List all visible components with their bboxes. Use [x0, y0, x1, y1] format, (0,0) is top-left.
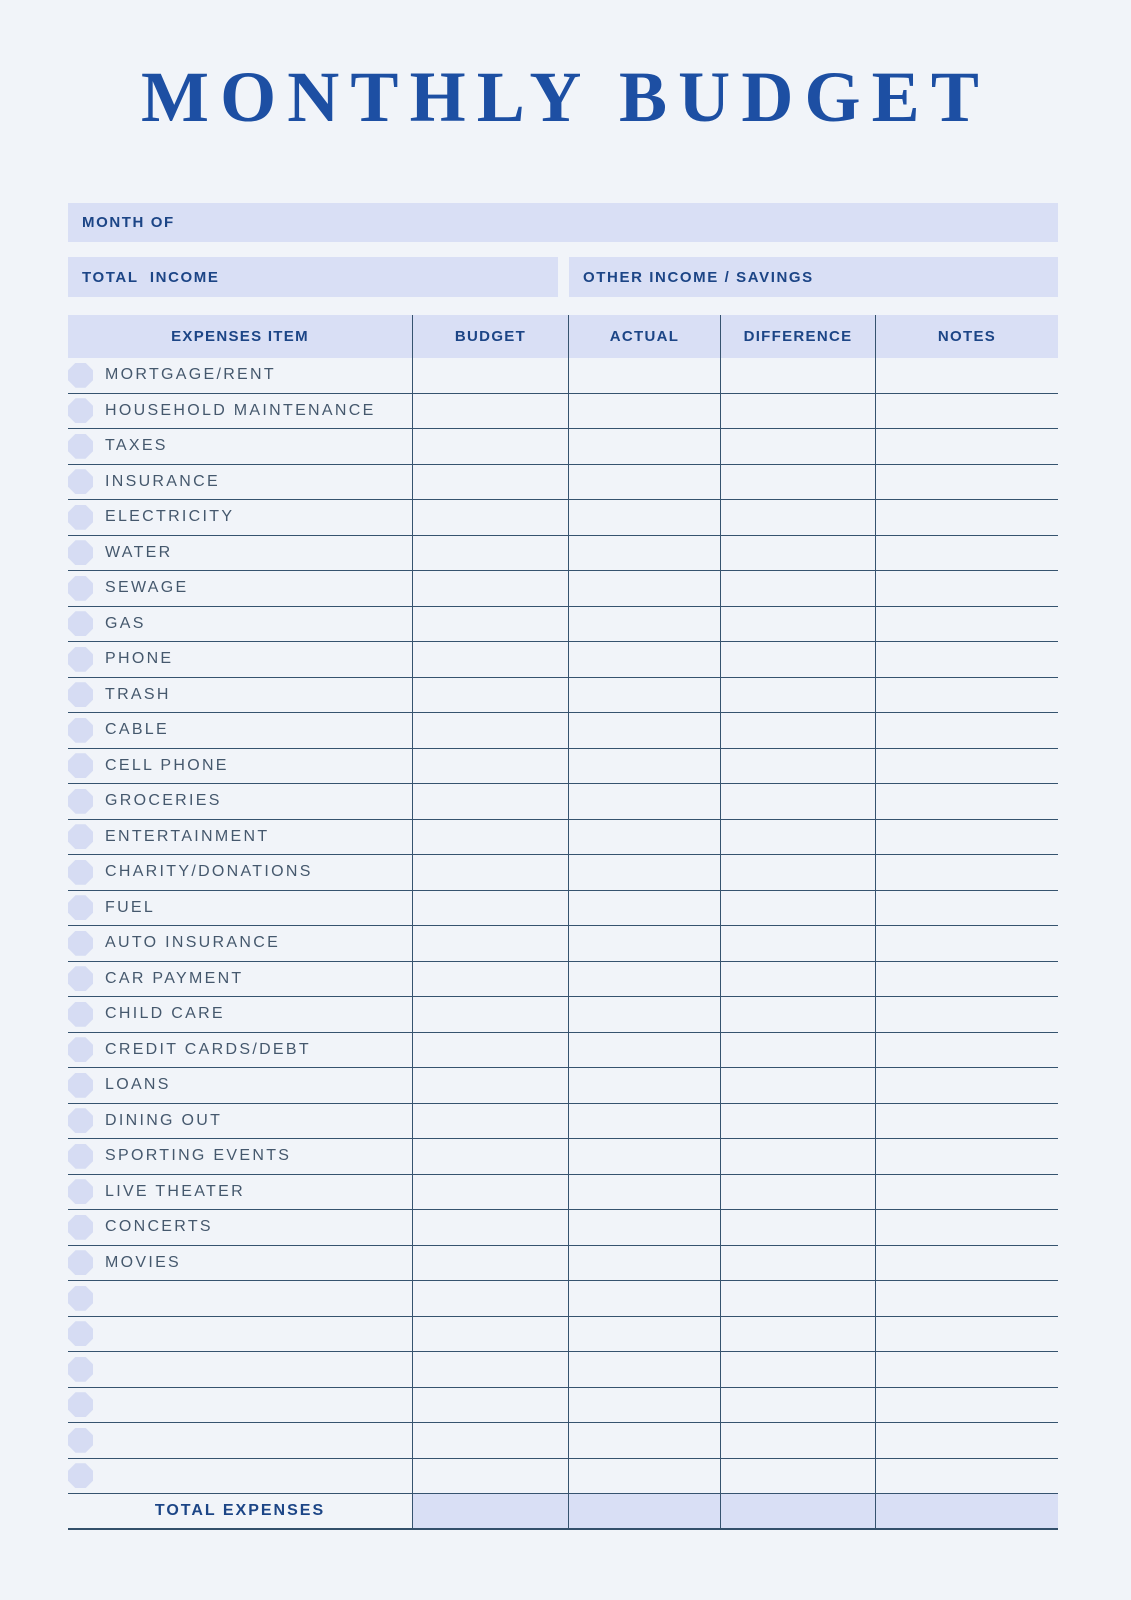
notes-cell[interactable] — [875, 1210, 1058, 1245]
difference-cell[interactable] — [720, 465, 875, 500]
difference-cell[interactable] — [720, 607, 875, 642]
actual-cell[interactable] — [568, 358, 720, 393]
table-row — [68, 1352, 1058, 1388]
expense-item-cell — [68, 1139, 412, 1174]
bullet-octagon-icon — [68, 860, 93, 885]
total-expenses-label: TOTAL EXPENSES — [154, 1502, 326, 1519]
difference-cell[interactable] — [720, 1459, 875, 1494]
table-row — [68, 500, 1058, 536]
bullet-octagon-icon — [68, 1463, 93, 1488]
expense-item-label: LOANS — [105, 1076, 171, 1094]
header-difference: DIFFERENCE — [720, 315, 875, 358]
actual-cell[interactable] — [568, 749, 720, 784]
budget-cell[interactable] — [412, 749, 568, 784]
budget-cell[interactable] — [412, 1352, 568, 1387]
difference-cell[interactable] — [720, 1352, 875, 1387]
budget-cell[interactable] — [412, 500, 568, 535]
table-row — [68, 1139, 1058, 1175]
bullet-octagon-icon — [68, 1108, 93, 1133]
expense-item-cell — [68, 820, 412, 855]
header-budget: BUDGET — [412, 315, 568, 358]
difference-cell[interactable] — [720, 1388, 875, 1423]
bullet-octagon-icon — [68, 682, 93, 707]
difference-cell[interactable] — [720, 358, 875, 393]
expense-item-label: CREDIT CARDS/DEBT — [105, 1040, 311, 1058]
expense-item-label: WATER — [105, 543, 173, 561]
expense-item-cell — [68, 997, 412, 1032]
expense-item-cell — [68, 1068, 412, 1103]
budget-cell[interactable] — [412, 1459, 568, 1494]
expense-item-label: INSURANCE — [105, 472, 220, 490]
bullet-octagon-icon — [68, 1321, 93, 1346]
budget-cell[interactable] — [412, 855, 568, 890]
total-actual-cell[interactable] — [568, 1494, 720, 1528]
budget-cell[interactable] — [412, 1317, 568, 1352]
table-row — [68, 1210, 1058, 1246]
bullet-octagon-icon — [68, 1179, 93, 1204]
budget-cell[interactable] — [412, 1175, 568, 1210]
header-actual: ACTUAL — [568, 315, 720, 358]
notes-cell[interactable] — [875, 997, 1058, 1032]
table-row — [68, 962, 1058, 998]
difference-cell[interactable] — [720, 1033, 875, 1068]
budget-cell[interactable] — [412, 1423, 568, 1458]
notes-cell[interactable] — [875, 1104, 1058, 1139]
budget-cell[interactable] — [412, 536, 568, 571]
expense-item-label: PHONE — [105, 650, 174, 668]
notes-cell[interactable] — [875, 1281, 1058, 1316]
bullet-octagon-icon — [68, 1392, 93, 1417]
expense-item-cell — [68, 891, 412, 926]
expense-item-cell — [68, 678, 412, 713]
difference-cell[interactable] — [720, 855, 875, 890]
expense-item-cell — [68, 394, 412, 429]
actual-cell[interactable] — [568, 1139, 720, 1174]
bullet-octagon-icon — [68, 789, 93, 814]
expense-item-label: MOVIES — [105, 1253, 182, 1271]
expense-item-cell[interactable] — [68, 1388, 412, 1423]
month-of-label: MONTH OF — [82, 214, 175, 231]
expense-item-cell — [68, 1210, 412, 1245]
difference-cell[interactable] — [720, 1246, 875, 1281]
header-notes: NOTES — [875, 315, 1058, 358]
budget-cell[interactable] — [412, 571, 568, 606]
difference-cell[interactable] — [720, 784, 875, 819]
actual-cell[interactable] — [568, 1459, 720, 1494]
expense-item-label: CAR PAYMENT — [105, 969, 244, 987]
total-budget-cell[interactable] — [412, 1494, 568, 1528]
bullet-octagon-icon — [68, 1357, 93, 1382]
actual-cell[interactable] — [568, 1104, 720, 1139]
bullet-octagon-icon — [68, 718, 93, 743]
table-row — [68, 1033, 1058, 1069]
actual-cell[interactable] — [568, 784, 720, 819]
expense-item-label: TAXES — [105, 437, 168, 455]
actual-cell[interactable] — [568, 962, 720, 997]
difference-cell[interactable] — [720, 1423, 875, 1458]
actual-cell[interactable] — [568, 1352, 720, 1387]
actual-cell[interactable] — [568, 1210, 720, 1245]
expense-item-cell — [68, 926, 412, 961]
expenses-table — [68, 315, 1058, 1530]
difference-cell[interactable] — [720, 678, 875, 713]
table-row — [68, 678, 1058, 714]
difference-cell[interactable] — [720, 820, 875, 855]
actual-cell[interactable] — [568, 997, 720, 1032]
bullet-octagon-icon — [68, 753, 93, 778]
expense-item-label: CABLE — [105, 721, 169, 739]
notes-cell[interactable] — [875, 571, 1058, 606]
notes-cell[interactable] — [875, 358, 1058, 393]
table-row — [68, 784, 1058, 820]
notes-cell[interactable] — [875, 1388, 1058, 1423]
actual-cell[interactable] — [568, 465, 720, 500]
expense-item-label: CHILD CARE — [105, 1005, 225, 1023]
table-row — [68, 997, 1058, 1033]
notes-cell[interactable] — [875, 1246, 1058, 1281]
expense-item-cell[interactable] — [68, 1423, 412, 1458]
table-row — [68, 749, 1058, 785]
table-row — [68, 1175, 1058, 1211]
expense-item-label: TRASH — [105, 685, 171, 703]
actual-cell[interactable] — [568, 855, 720, 890]
actual-cell[interactable] — [568, 1388, 720, 1423]
actual-cell[interactable] — [568, 500, 720, 535]
page-title: MONTHLY BUDGET — [140, 57, 991, 137]
expense-item-cell — [68, 784, 412, 819]
budget-cell[interactable] — [412, 997, 568, 1032]
budget-cell[interactable] — [412, 1210, 568, 1245]
table-row — [68, 429, 1058, 465]
expense-item-cell — [68, 429, 412, 464]
actual-cell[interactable] — [568, 1246, 720, 1281]
bullet-octagon-icon — [68, 1002, 93, 1027]
budget-cell[interactable] — [412, 820, 568, 855]
difference-cell[interactable] — [720, 1068, 875, 1103]
income-section — [68, 257, 1058, 297]
total-income-label: TOTAL INCOME — [82, 268, 220, 286]
notes-cell[interactable] — [875, 500, 1058, 535]
total-expenses-row — [68, 1494, 1058, 1530]
bullet-octagon-icon — [68, 469, 93, 494]
bullet-octagon-icon — [68, 1144, 93, 1169]
expense-item-label: SPORTING EVENTS — [105, 1147, 292, 1165]
expense-item-cell — [68, 642, 412, 677]
notes-cell[interactable] — [875, 1068, 1058, 1103]
notes-cell[interactable] — [875, 891, 1058, 926]
budget-cell[interactable] — [412, 465, 568, 500]
bullet-octagon-icon — [68, 1428, 93, 1453]
notes-cell[interactable] — [875, 1423, 1058, 1458]
notes-cell[interactable] — [875, 607, 1058, 642]
actual-cell[interactable] — [568, 891, 720, 926]
expense-item-cell — [68, 962, 412, 997]
table-row — [68, 571, 1058, 607]
table-row — [68, 1281, 1058, 1317]
bullet-octagon-icon — [68, 398, 93, 423]
actual-cell[interactable] — [568, 1068, 720, 1103]
difference-cell[interactable] — [720, 1104, 875, 1139]
notes-cell[interactable] — [875, 1352, 1058, 1387]
table-row — [68, 1317, 1058, 1353]
notes-cell[interactable] — [875, 1139, 1058, 1174]
budget-cell[interactable] — [412, 713, 568, 748]
expense-item-label: CHARITY/DONATIONS — [105, 863, 313, 881]
expense-item-label: CONCERTS — [105, 1218, 213, 1236]
expense-item-label: GROCERIES — [105, 792, 222, 810]
budget-cell[interactable] — [412, 429, 568, 464]
bullet-octagon-icon — [68, 505, 93, 530]
income-bars-divider — [558, 257, 569, 297]
budget-cell[interactable] — [412, 962, 568, 997]
expense-item-cell — [68, 536, 412, 571]
expense-item-cell — [68, 855, 412, 890]
expense-item-cell — [68, 713, 412, 748]
difference-cell[interactable] — [720, 1281, 875, 1316]
notes-cell[interactable] — [875, 429, 1058, 464]
total-income-field[interactable] — [68, 257, 558, 297]
budget-cell[interactable] — [412, 891, 568, 926]
table-body — [68, 358, 1058, 1494]
other-income-savings-field[interactable] — [569, 257, 1058, 297]
expense-item-cell — [68, 571, 412, 606]
bullet-octagon-icon — [68, 1215, 93, 1240]
other-income-savings-label: OTHER INCOME / SAVINGS — [583, 268, 814, 286]
expense-item-label: ELECTRICITY — [105, 508, 235, 526]
difference-cell[interactable] — [720, 713, 875, 748]
notes-cell[interactable] — [875, 926, 1058, 961]
actual-cell[interactable] — [568, 1281, 720, 1316]
table-row — [68, 394, 1058, 430]
expense-item-label: HOUSEHOLD MAINTENANCE — [105, 401, 376, 419]
actual-cell[interactable] — [568, 1317, 720, 1352]
expense-item-label: DINING OUT — [105, 1111, 223, 1129]
difference-cell[interactable] — [720, 926, 875, 961]
table-row — [68, 358, 1058, 394]
bullet-octagon-icon — [68, 576, 93, 601]
budget-cell[interactable] — [412, 1388, 568, 1423]
difference-cell[interactable] — [720, 394, 875, 429]
expense-item-label: FUEL — [105, 898, 156, 916]
notes-cell[interactable] — [875, 642, 1058, 677]
actual-cell[interactable] — [568, 1033, 720, 1068]
table-row — [68, 536, 1058, 572]
expense-item-label: SEWAGE — [105, 579, 189, 597]
bullet-octagon-icon — [68, 1037, 93, 1062]
expense-item-cell — [68, 500, 412, 535]
notes-cell[interactable] — [875, 678, 1058, 713]
table-row — [68, 926, 1058, 962]
notes-cell[interactable] — [875, 784, 1058, 819]
notes-cell[interactable] — [875, 962, 1058, 997]
budget-cell[interactable] — [412, 358, 568, 393]
table-row — [68, 465, 1058, 501]
header-expenses-item: EXPENSES ITEM — [171, 328, 309, 345]
expense-item-label: CELL PHONE — [105, 756, 229, 774]
table-row — [68, 1246, 1058, 1282]
bullet-octagon-icon — [68, 931, 93, 956]
expense-item-cell — [68, 465, 412, 500]
budget-cell[interactable] — [412, 784, 568, 819]
bullet-octagon-icon — [68, 824, 93, 849]
budget-cell[interactable] — [412, 1033, 568, 1068]
expense-item-cell — [68, 749, 412, 784]
bullet-octagon-icon — [68, 611, 93, 636]
expense-item-cell[interactable] — [68, 1352, 412, 1387]
bullet-octagon-icon — [68, 1073, 93, 1098]
difference-cell[interactable] — [720, 571, 875, 606]
difference-cell[interactable] — [720, 1139, 875, 1174]
expense-item-cell[interactable] — [68, 1459, 412, 1494]
notes-cell[interactable] — [875, 820, 1058, 855]
table-row — [68, 607, 1058, 643]
bullet-octagon-icon — [68, 434, 93, 459]
budget-cell[interactable] — [412, 926, 568, 961]
budget-cell[interactable] — [412, 1281, 568, 1316]
notes-cell[interactable] — [875, 1033, 1058, 1068]
table-row — [68, 642, 1058, 678]
table-row — [68, 713, 1058, 749]
difference-cell[interactable] — [720, 536, 875, 571]
budget-cell[interactable] — [412, 607, 568, 642]
notes-cell[interactable] — [875, 1175, 1058, 1210]
actual-cell[interactable] — [568, 1423, 720, 1458]
bullet-octagon-icon — [68, 540, 93, 565]
difference-cell[interactable] — [720, 891, 875, 926]
notes-cell[interactable] — [875, 1459, 1058, 1494]
actual-cell[interactable] — [568, 820, 720, 855]
table-row — [68, 1423, 1058, 1459]
notes-cell[interactable] — [875, 713, 1058, 748]
difference-cell[interactable] — [720, 429, 875, 464]
expense-item-cell[interactable] — [68, 1281, 412, 1316]
expense-item-label: AUTO INSURANCE — [105, 934, 281, 952]
actual-cell[interactable] — [568, 1175, 720, 1210]
bullet-octagon-icon — [68, 1250, 93, 1275]
table-row — [68, 891, 1058, 927]
budget-cell[interactable] — [412, 394, 568, 429]
bullet-octagon-icon — [68, 1286, 93, 1311]
difference-cell[interactable] — [720, 500, 875, 535]
total-difference-cell[interactable] — [720, 1494, 875, 1528]
expense-item-label: LIVE THEATER — [105, 1182, 245, 1200]
budget-cell[interactable] — [412, 1104, 568, 1139]
notes-cell[interactable] — [875, 855, 1058, 890]
budget-cell[interactable] — [412, 1246, 568, 1281]
expense-item-cell[interactable] — [68, 1317, 412, 1352]
expense-item-cell — [68, 358, 412, 393]
table-header-row — [68, 315, 1058, 358]
total-notes-cell[interactable] — [875, 1494, 1058, 1528]
difference-cell[interactable] — [720, 962, 875, 997]
difference-cell[interactable] — [720, 1210, 875, 1245]
actual-cell[interactable] — [568, 678, 720, 713]
actual-cell[interactable] — [568, 607, 720, 642]
table-row — [68, 1068, 1058, 1104]
expense-item-label: MORTGAGE/RENT — [105, 366, 276, 384]
bullet-octagon-icon — [68, 647, 93, 672]
difference-cell[interactable] — [720, 1317, 875, 1352]
expense-item-cell — [68, 1246, 412, 1281]
actual-cell[interactable] — [568, 394, 720, 429]
difference-cell[interactable] — [720, 997, 875, 1032]
table-row — [68, 1104, 1058, 1140]
actual-cell[interactable] — [568, 571, 720, 606]
expense-item-cell — [68, 1104, 412, 1139]
notes-cell[interactable] — [875, 536, 1058, 571]
difference-cell[interactable] — [720, 642, 875, 677]
table-row — [68, 855, 1058, 891]
actual-cell[interactable] — [568, 429, 720, 464]
budget-cell[interactable] — [412, 642, 568, 677]
actual-cell[interactable] — [568, 536, 720, 571]
notes-cell[interactable] — [875, 465, 1058, 500]
month-of-field[interactable] — [68, 203, 1058, 242]
expense-item-cell — [68, 1033, 412, 1068]
difference-cell[interactable] — [720, 749, 875, 784]
table-row — [68, 1459, 1058, 1495]
budget-cell[interactable] — [412, 1139, 568, 1174]
bullet-octagon-icon — [68, 363, 93, 388]
expense-item-label: ENTERTAINMENT — [105, 827, 270, 845]
expense-item-cell — [68, 1175, 412, 1210]
expense-item-label: GAS — [105, 614, 146, 632]
expense-item-cell — [68, 607, 412, 642]
notes-cell[interactable] — [875, 749, 1058, 784]
notes-cell[interactable] — [875, 1317, 1058, 1352]
actual-cell[interactable] — [568, 926, 720, 961]
bullet-octagon-icon — [68, 895, 93, 920]
table-row — [68, 1388, 1058, 1424]
budget-cell[interactable] — [412, 678, 568, 713]
notes-cell[interactable] — [875, 394, 1058, 429]
budget-cell[interactable] — [412, 1068, 568, 1103]
actual-cell[interactable] — [568, 642, 720, 677]
difference-cell[interactable] — [720, 1175, 875, 1210]
bullet-octagon-icon — [68, 966, 93, 991]
table-row — [68, 820, 1058, 856]
actual-cell[interactable] — [568, 713, 720, 748]
